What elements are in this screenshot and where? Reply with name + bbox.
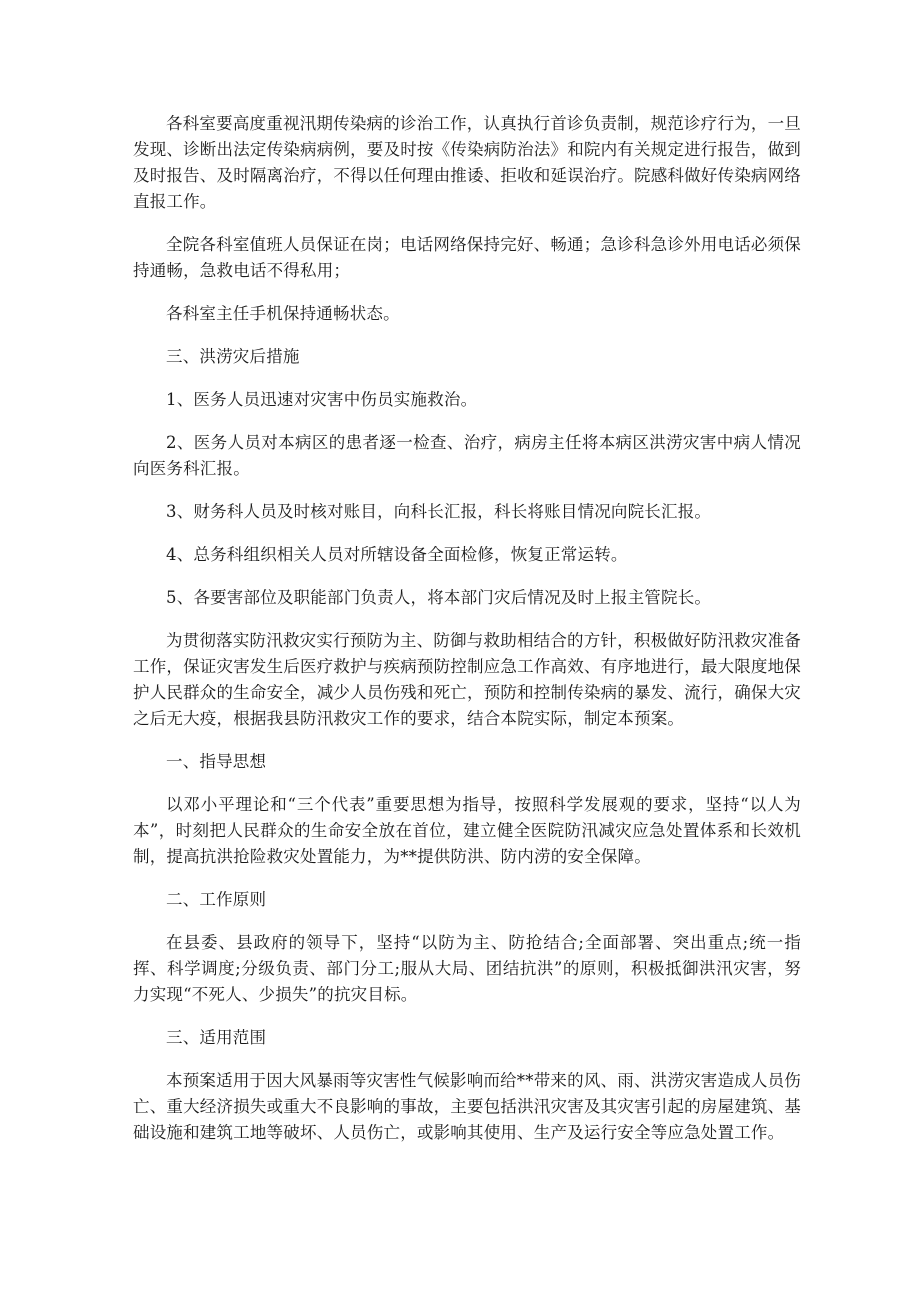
paragraph-infectious-disease: 各科室要高度重视汛期传染病的诊治工作，认真执行首诊负责制，规范诊疗行为，一旦发现、诊断出法定传染病病例，要及时按《传染病防治法》和院内有关规定进行报告，做到及时报告、及时隔离治疗，不得以任何理由推诿、拒收和延误治疗。院感科做好传染病网络直报工作。 [133,114,801,211]
paragraph-preamble: 为贯彻落实防汛救灾实行预防为主、防御与救助相结合的方针，积极做好防汛救灾准备工作，保证灾害发生后医疗救护与疾病预防控制应急工作高效、有序地进行，最大限度地保护人民群众的生命安全，减少人员伤残和死亡，预防和控制传染病的暴发、流行，确保大灾之后无大疫，根据我县防汛救灾工作的要求，结合本院实际，制定本预案。 [133,631,801,728]
document-body [133,111,801,1163]
list-item-5: 5、各要害部位及职能部门负责人，将本部门灾后情况及时上报主管院长。 [166,588,712,607]
paragraph-duty-staff: 全院各科室值班人员保证在岗；电话网络保持完好、畅通；急诊科急诊外用电话必须保持通畅，急救电话不得私用； [133,235,801,280]
paragraph-guiding-ideology: 以邓小平理论和“三个代表”重要思想为指导，按照科学发展观的要求，坚持“以人为本”，时刻把人民群众的生命安全放在首位，建立健全医院防汛减灾应急处置体系和长效机制，提高抗洪抢险救灾处置能力，为**提供防洪、防内涝的安全保障。 [133,795,801,866]
paragraph-director-phone: 各科室主任手机保持通畅状态。 [166,304,400,323]
list-item-3: 3、财务科人员及时核对账目，向科长汇报，科长将账目情况向院长汇报。 [166,502,712,521]
list-item-2: 2、医务人员对本病区的患者逐一检查、治疗，病房主任将本病区洪涝灾害中病人情况向医务科汇报。 [133,433,801,478]
list-item-1: 1、医务人员迅速对灾害中伤员实施救治。 [166,390,478,409]
section-heading-scope: 三、适用范围 [166,1028,267,1047]
section-heading-post-disaster: 三、洪涝灾后措施 [166,347,300,366]
section-heading-work-principles: 二、工作原则 [166,890,267,909]
list-item-4: 4、总务科组织相关人员对所辖设备全面检修，恢复正常运转。 [166,545,628,564]
section-heading-guiding-ideology: 一、指导思想 [166,752,267,771]
paragraph-scope: 本预案适用于因大风暴雨等灾害性气候影响而给**带来的风、雨、洪涝灾害造成人员伤亡、重大经济损失或重大不良影响的事故，主要包括洪汛灾害及其灾害引起的房屋建筑、基础设施和建筑工地等破坏、人员伤亡，或影响其使用、生产及运行安全等应急处置工作。 [133,1071,801,1142]
paragraph-work-principles: 在县委、县政府的领导下，坚持“以防为主、防抢结合;全面部署、突出重点;统一指挥、科学调度;分级负责、部门分工;服从大局、团结抗洪”的原则，积极抵御洪汛灾害，努力实现“不死人、少损失”的抗灾目标。 [133,933,801,1004]
